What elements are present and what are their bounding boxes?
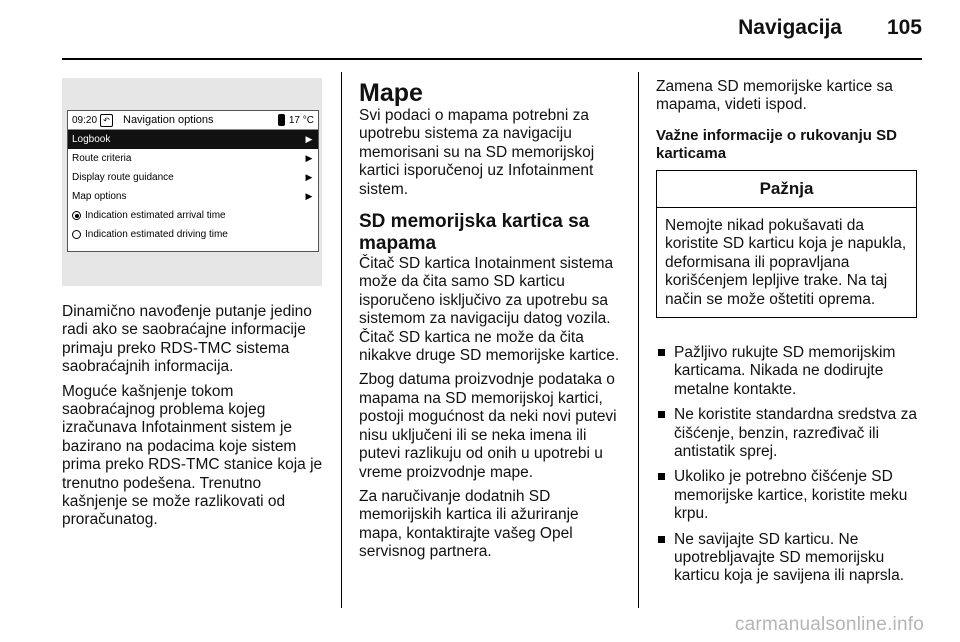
- notice-text: Nemojte nikad pokušavati da koristite SD karticu koja je napukla, deformisana ili popravljana korišćenjem lepljive trake. Na taj način se može oštetiti oprema.: [665, 217, 907, 308]
- paragraph: Moguće kašnjenje tokom saobraćajnog problema kojeg izračunava Infotainment sistem je bazirano na podacima koje sistem prima preko RDS-TMC stanice koja je trenutno podešena. Trenutno kašnjenje se može razlikovati od proračunatog.: [62, 382, 323, 529]
- menu-item-label: Route criteria: [72, 153, 132, 164]
- page-number: 105: [886, 16, 922, 39]
- paragraph: Za naručivanje dodatnih SD memorijskih kartica ili ažuriranje mapa, kontaktirajte vašeg Opel servisnog partnera.: [359, 487, 579, 561]
- page-header-title: Navigacija: [738, 16, 842, 39]
- menu-item-logbook: [68, 130, 318, 149]
- column-divider-left: [341, 72, 342, 608]
- subsection-heading: SD memorijska kartica sa mapama: [359, 211, 590, 255]
- bullet-icon: [658, 473, 665, 480]
- list-item-text: Ne koristite standardna sredstva za čišćenje, benzin, razređivač ili antistatik sprej.: [674, 406, 917, 461]
- navigation-options-figure: [62, 78, 322, 286]
- screen-status-bar: [68, 111, 318, 130]
- menu-item-route-criteria: [68, 149, 318, 168]
- thermometer-icon: [278, 114, 285, 126]
- menu-item-label: Logbook: [72, 134, 111, 145]
- chevron-right-icon: ▶: [305, 153, 313, 163]
- column-divider-right: [638, 72, 639, 608]
- list-item: [656, 344, 922, 399]
- list-item-text: Ukoliko je potrebno čišćenje SD memorijske kartice, koristite meku krpu.: [674, 468, 908, 523]
- paragraph: Svi podaci o mapama potrebni za upotrebu sistema za navigaciju memorisani su na SD memorijskoj kartici isporučenoj uz Infotainment sistem.: [359, 107, 595, 198]
- bullet-icon: [658, 411, 665, 418]
- menu-item-label: Map options: [72, 191, 127, 202]
- radio-unselected-icon: [72, 230, 81, 239]
- subsection-heading: Važne informacije o rukovanju SD karticama: [656, 126, 897, 162]
- paragraph: Zamena SD memorijske kartice sa mapama, videti ispod.: [656, 78, 893, 114]
- menu-item-label: Display route guidance: [72, 172, 174, 183]
- radio-label: Indication estimated driving time: [85, 229, 228, 240]
- caution-notice: [656, 170, 917, 318]
- screen-title: Navigation options: [123, 114, 214, 126]
- paragraph: Zbog datuma proizvodnje podataka o mapama na SD memorijskoj kartici, postoji mogućnost da neki novi putevi nisu uključeni ili se neka imena ili putevi razlikuju od onih u upotrebi u vreme proizvodnje mape.: [359, 371, 617, 481]
- radio-selected-icon: [72, 211, 81, 220]
- back-icon: ↶: [100, 114, 113, 127]
- list-item: [656, 406, 922, 461]
- list-item: [656, 531, 922, 586]
- watermark: carmanualsonline.info: [734, 614, 924, 635]
- paragraph: Čitač SD kartica Inotainment sistema može da čita samo SD karticu isporučeno isključivo za upotrebu sa sistemom za navigaciju datog vozila. Čitač SD kartica ne može da čita nikakve druge SD memorijske kartice.: [359, 255, 620, 365]
- screen-temperature: 17 °C: [288, 114, 314, 126]
- infotainment-screen: [67, 110, 319, 252]
- left-column: [62, 303, 326, 536]
- handling-bullet-list: [656, 344, 922, 593]
- menu-item-display-route-guidance: [68, 168, 318, 187]
- right-column-intro: [656, 78, 920, 163]
- notice-title: Pažnja: [657, 171, 916, 208]
- bullet-icon: [658, 349, 665, 356]
- radio-arrival-time: [68, 206, 318, 225]
- bullet-icon: [658, 536, 665, 543]
- paragraph: Dinamično navođenje putanje jedino radi ako se saobraćajne informacije primaju preko RDS-TMC sistema saobraćajnih informacija.: [62, 303, 312, 376]
- chevron-right-icon: ▶: [305, 191, 313, 201]
- chevron-right-icon: ▶: [305, 134, 313, 144]
- menu-item-map-options: [68, 187, 318, 206]
- radio-driving-time: [68, 225, 318, 244]
- section-heading: Mape: [359, 79, 423, 107]
- chevron-right-icon: ▶: [305, 172, 313, 182]
- header-divider: [62, 58, 922, 60]
- screen-clock: 09:20: [72, 114, 98, 126]
- middle-column: [359, 79, 625, 568]
- radio-label: Indication estimated arrival time: [85, 210, 226, 221]
- list-item-text: Ne savijajte SD karticu. Ne upotrebljavajte SD memorijsku karticu koja je savijena ili naprsla.: [674, 530, 905, 585]
- list-item-text: Pažljivo rukujte SD memorijskim karticama. Nikada ne dodirujte metalne kontakte.: [674, 344, 896, 398]
- list-item: [656, 468, 922, 523]
